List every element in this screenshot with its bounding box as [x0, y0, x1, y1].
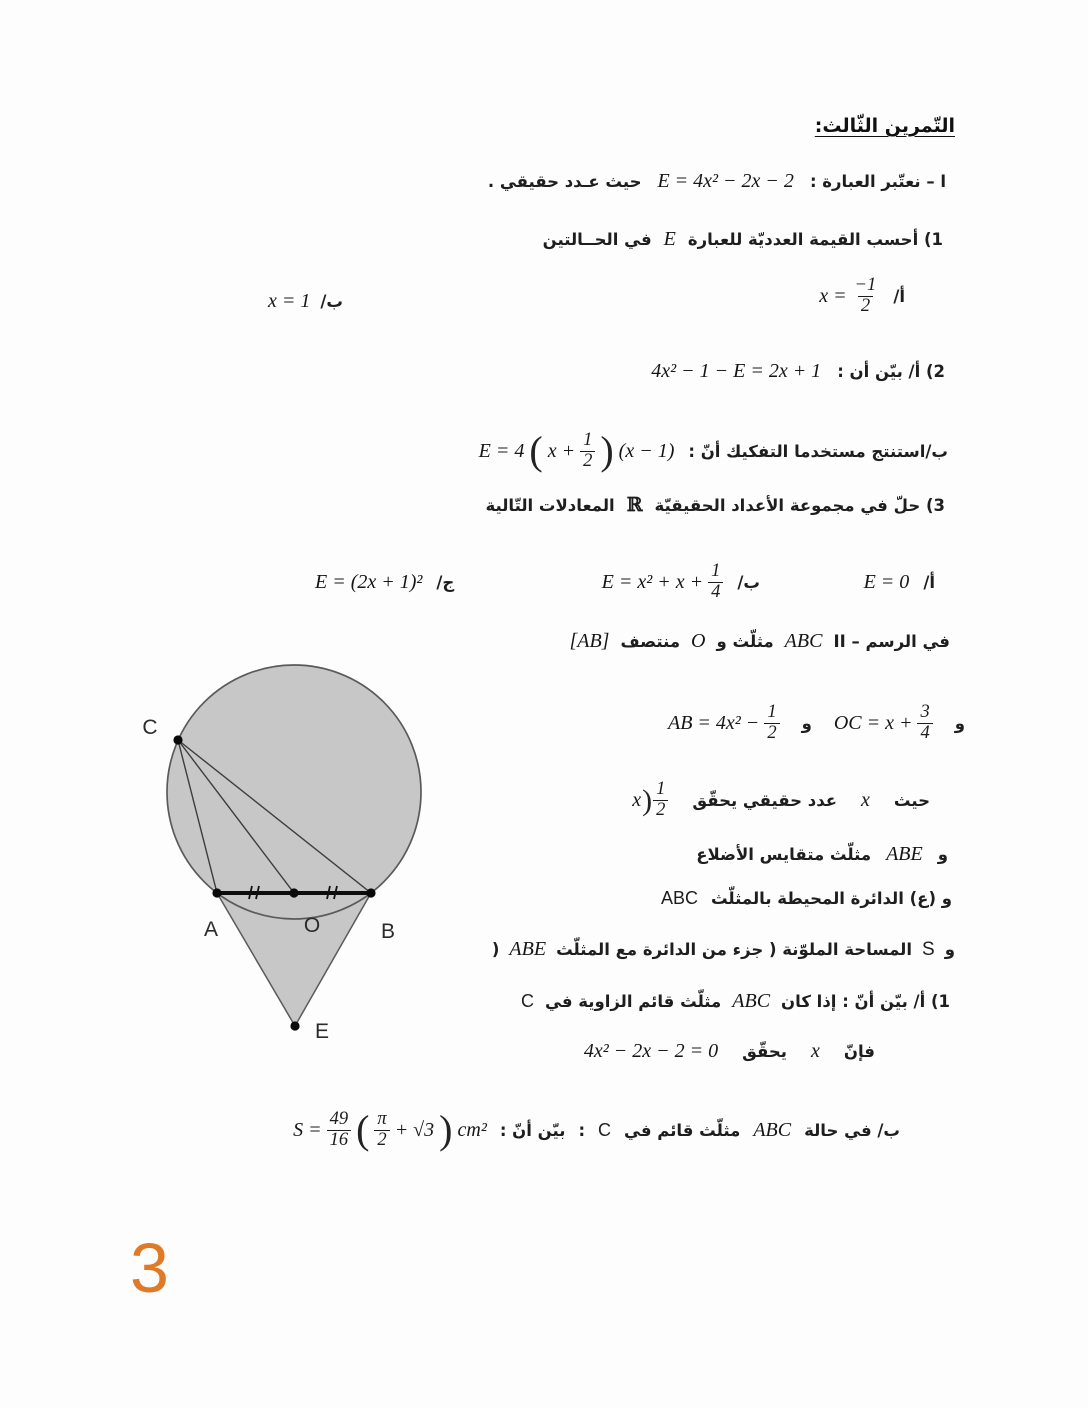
- part2-q1a-t1: مثلّث قائم الزاوية في: [545, 992, 722, 1011]
- conjunction-and: و: [944, 940, 955, 959]
- conjunction-and: و: [954, 713, 965, 733]
- symbol-e: E: [663, 228, 676, 250]
- oc-e1: OC = x +: [833, 711, 913, 734]
- plus-sqrt3: + √3: [394, 1118, 435, 1141]
- question3-line: [485, 494, 945, 516]
- ab-expression: [668, 703, 780, 744]
- part2-q2-line: [293, 1095, 900, 1165]
- question1-line: [543, 228, 943, 251]
- fraction-numerator: π: [377, 1108, 387, 1129]
- exercise-title-line: [815, 115, 955, 137]
- part2-q2-t2: بيّن أنّ :: [499, 1120, 566, 1140]
- part2-q1b-line: [584, 1040, 875, 1063]
- area-close-paren: ): [491, 940, 500, 959]
- equation-b-group: [602, 552, 760, 612]
- quadratic-equation: 4x² − 2x − 2 = 0: [583, 1040, 719, 1062]
- fraction-pi-2: [374, 1110, 389, 1151]
- equation-b-expression: [602, 562, 724, 603]
- factored-e3: (x − 1): [618, 439, 675, 462]
- part2-intro-line: [569, 630, 950, 653]
- equation-c-group: [315, 552, 454, 612]
- fraction-one-half: [653, 780, 668, 821]
- equation-b-e1: E = x² + x +: [601, 570, 704, 593]
- part1-intro-line: [488, 170, 946, 193]
- case-a-label: أ/: [893, 286, 905, 306]
- circumcircle-line: [661, 888, 952, 909]
- fraction-numerator: 1: [711, 560, 721, 581]
- part1-intro-pre: ا – نعتّبر العبارة :: [809, 172, 946, 191]
- question2b-line: [479, 418, 948, 484]
- case-a-lhs: x =: [819, 284, 847, 307]
- question1-pre: 1) أحسب القيمة العدديّة للعبارة: [687, 230, 943, 249]
- part2-intro-pre: II – في الرسم: [833, 632, 950, 651]
- factored-expression: [478, 428, 675, 473]
- part2-q1b-t2: يحقّق: [742, 1042, 788, 1061]
- part2-intro-t1: مثلّث و: [716, 632, 774, 651]
- label-a: A: [203, 918, 219, 941]
- equation-b-label: ب/: [737, 572, 760, 592]
- vertex-c: C: [598, 1119, 612, 1140]
- part2-q1a-line: [521, 990, 950, 1013]
- fraction-numerator: 3: [920, 701, 930, 722]
- equation-a-group: [864, 552, 935, 612]
- fraction-denominator: 2: [580, 451, 595, 472]
- expression-e-definition: E = 4x² − 2x − 2: [657, 170, 794, 192]
- equation-c-expression: E = (2x + 1)²: [315, 570, 423, 593]
- question3-post: المعادلات التّالية: [485, 495, 615, 515]
- oc-expression: [834, 703, 933, 744]
- fraction-denominator: 2: [374, 1130, 389, 1151]
- triangle-abc: ABC: [784, 630, 823, 652]
- fraction-numerator: 1: [583, 429, 593, 450]
- fraction-one-half: [764, 703, 779, 744]
- segment-ab: [AB]: [569, 630, 610, 652]
- fraction-numerator: −1: [854, 275, 877, 295]
- vertex-c: C: [521, 991, 535, 1011]
- close-paren: ): [600, 428, 614, 473]
- question2a-pre: 2) أ/ بيّن أن :: [837, 362, 945, 381]
- fraction-denominator: 16: [327, 1130, 352, 1151]
- question2b-pre: ب/استنتج مستخدما التفكيك أنّ :: [688, 441, 948, 461]
- given-lengths-line: [668, 690, 965, 756]
- factored-e2: x +: [547, 439, 576, 462]
- area-formula: [293, 1107, 487, 1152]
- fraction-minus-one-half: [852, 276, 880, 317]
- label-o: O: [303, 914, 321, 937]
- point-a: [212, 888, 221, 897]
- triangle-abe-fill: [217, 893, 371, 1026]
- fraction-denominator: 4: [708, 582, 723, 603]
- ab-e1: AB = 4x² −: [668, 711, 760, 734]
- factored-e1: E = 4: [478, 439, 525, 462]
- variable-x: x: [811, 1040, 820, 1062]
- fraction-one-half: [580, 431, 595, 472]
- unit-cm2: cm²: [457, 1118, 487, 1141]
- point-e: [290, 1021, 299, 1030]
- triangle-abc-label: ABC: [660, 888, 698, 908]
- circumcircle-text: و (ع) الدائرة المحيطة بالمثلّث: [710, 889, 952, 908]
- fraction-denominator: 4: [917, 723, 932, 744]
- case-b-expression: x = 1: [268, 290, 311, 312]
- question1-post: في الحــالتين: [542, 230, 652, 249]
- fraction-one-quarter: [708, 562, 723, 603]
- question3-pre: 3) حلّ في مجموعة الأعداد الحقيقيّة: [654, 495, 945, 515]
- part2-q2-t1: مثلّث قائم في: [624, 1120, 741, 1140]
- area-line: [492, 938, 955, 961]
- variable-x: x: [861, 788, 870, 811]
- fraction-numerator: 1: [767, 701, 777, 722]
- case-b-label: ب/: [320, 292, 343, 311]
- area-text1: المساحة الملوّنة ( جزء من الدائرة مع المثلّث: [556, 940, 913, 959]
- abe-text: مثلّث متقايس الأضلاع: [696, 845, 872, 864]
- point-o-symbol: O: [691, 630, 706, 652]
- label-b: B: [380, 920, 396, 943]
- point-b: [366, 888, 375, 897]
- part2-q1b-t1: فإنّ: [843, 1042, 875, 1061]
- triangle-abe: ABE: [886, 843, 923, 865]
- conjunction-and: و: [937, 845, 948, 864]
- geometry-figure: [128, 646, 448, 1054]
- open-paren: (: [529, 428, 543, 473]
- circumcircle-fill: [167, 665, 421, 919]
- equation-a-label: أ/: [923, 572, 935, 592]
- part2-q1a-pre: 1) أ/ بيّن أنّ : إذا كان: [781, 992, 950, 1011]
- equation-a-expression: E = 0: [863, 570, 910, 593]
- fraction-numerator: 1: [656, 778, 666, 799]
- triangle-abc: ABC: [732, 990, 771, 1012]
- part2-q2-pre: ب/ في حالة: [804, 1120, 900, 1140]
- point-o: [289, 888, 298, 897]
- question2a-line: [651, 360, 945, 383]
- fraction-three-quarters: [917, 703, 932, 744]
- fraction-denominator: 2: [764, 723, 779, 744]
- part2-intro-t2: منتصف: [620, 632, 681, 651]
- part1-intro-post: حيث عـدد حقيقي .: [487, 172, 642, 191]
- page-number: 3: [130, 1229, 169, 1307]
- inequality-x: x: [632, 788, 642, 811]
- condition-line: [632, 768, 930, 832]
- label-c: C: [142, 716, 158, 739]
- formula-s-equals: S =: [293, 1118, 322, 1141]
- exercise-title: التّمرين الثّالث:: [814, 115, 955, 137]
- abe-line: [696, 843, 948, 866]
- fraction-numerator: 49: [329, 1108, 349, 1129]
- equation-c-label: ج/: [436, 572, 455, 592]
- open-paren: (: [356, 1107, 370, 1152]
- case-a-expression: [819, 276, 879, 317]
- conjunction-and: و: [801, 713, 812, 733]
- case-b-line: [268, 290, 343, 313]
- point-c: [173, 735, 182, 744]
- label-e: E: [314, 1020, 330, 1043]
- fraction-denominator: 2: [858, 296, 873, 317]
- condition-t2: عدد حقيقي يحقّق: [692, 790, 838, 810]
- inequality-expression: [632, 780, 668, 821]
- colon-separator: :: [578, 1120, 586, 1140]
- triangle-abe: ABE: [509, 938, 547, 960]
- condition-t1: حيث: [893, 790, 930, 810]
- area-symbol-s: S: [922, 938, 935, 960]
- triangle-abc: ABC: [753, 1118, 792, 1141]
- question2a-expression: 4x² − 1 − E = 2x + 1: [651, 360, 822, 382]
- fraction-denominator: 2: [653, 800, 668, 821]
- fraction-49-16: [327, 1110, 352, 1151]
- close-paren: ): [439, 1107, 453, 1152]
- greater-than-bracket: ): [642, 783, 653, 817]
- case-a-line: [819, 276, 905, 317]
- real-numbers-symbol: ℝ: [626, 494, 643, 516]
